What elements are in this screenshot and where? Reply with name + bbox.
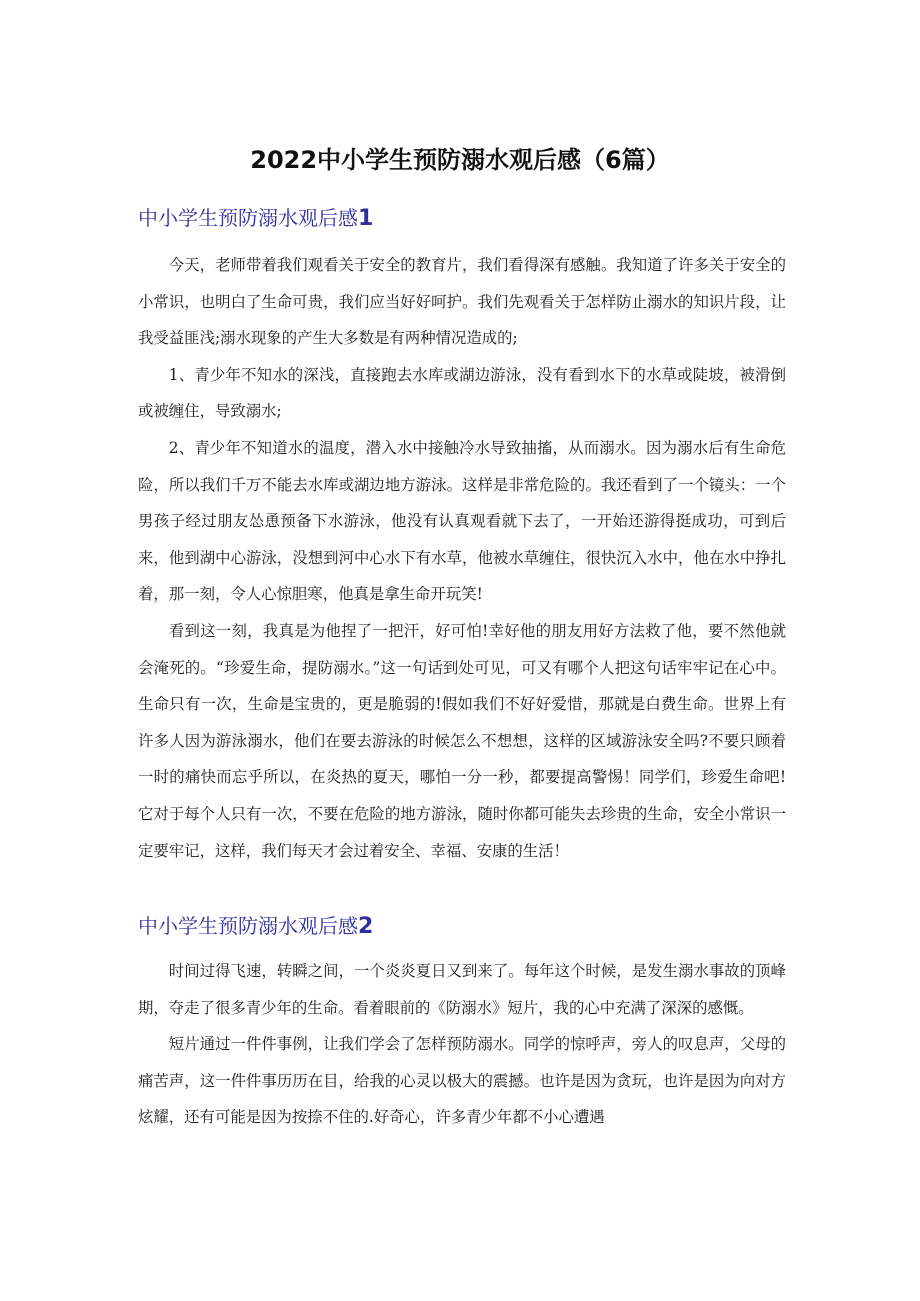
paragraph: 1、青少年不知水的深浅，直接跑去水库或湖边游泳，没有看到水下的水草或陡坡，被滑倒或被缠住，导致溺水; bbox=[138, 365, 786, 421]
essay-section-1 bbox=[138, 202, 786, 869]
paragraph: 短片通过一件件事例，让我们学会了怎样预防溺水。同学的惊呼声，旁人的叹息声，父母的痛苦声，这一件件事历历在目，给我的心灵以极大的震撼。也许是因为贪玩，也许是因为向对方炫耀，还有可能是因为按捺不住的.好奇心，许多青少年都不小心遭遇 bbox=[138, 1035, 786, 1127]
paragraph: 时间过得飞速，转瞬之间，一个炎炎夏日又到来了。每年这个时候，是发生溺水事故的顶峰期，夺走了很多青少年的生命。看着眼前的《防溺水》短片，我的心中充满了深深的感慨。 bbox=[138, 962, 786, 1017]
essay-section-2 bbox=[138, 910, 786, 1136]
section-heading-text: 中小学生预防溺水观后感 bbox=[138, 914, 358, 938]
paragraph: 2、青少年不知道水的温度，潜入水中接触冷水导致抽搐，从而溺水。因为溺水后有生命危险，所以我们千万不能去水库或湖边地方游泳。这样是非常危险的。我还看到了一个镜头：一个男孩子经过朋友怂恿预备下水游泳，他没有认真观看就下去了，一开始还游得挺成功，可到后来，他到湖中心游泳，没想到河中心水下有水草，他被水草缠住，很快沉入水中，他在水中挣扎着，那一刻，令人心惊胆寒，他真是拿生命开玩笑! bbox=[138, 438, 786, 604]
section-heading bbox=[138, 910, 786, 943]
section-heading-number: 2 bbox=[358, 914, 374, 939]
section-heading-number: 1 bbox=[358, 206, 374, 231]
paragraph: 看到这一刻，我真是为他捏了一把汗，好可怕!幸好他的朋友用好方法救了他，要不然他就会淹死的。“珍爱生命，提防溺水。”这一句话到处可见，可又有哪个人把这句话牢牢记在心中。生命只有一次，生命是宝贵的，更是脆弱的!假如我们不好好爱惜，那就是白费生命。世界上有许多人因为游泳溺水，他们在要去游泳的时候怎么不想想，这样的区域游泳安全吗?不要只顾着一时的痛快而忘乎所以，在炎热的夏天，哪怕一分一秒，都要提高警惕！同学们，珍爱生命吧!它对于每个人只有一次，不要在危险的地方游泳，随时你都可能失去珍贵的生命，安全小常识一定要牢记，这样，我们每天才会过着安全、幸福、安康的生活！ bbox=[138, 621, 786, 860]
paragraph: 今天，老师带着我们观看关于安全的教育片，我们看得深有感触。我知道了许多关于安全的小常识，也明白了生命可贵，我们应当好好呵护。我们先观看关于怎样防止溺水的知识片段，让我受益匪浅;溺水现象的产生大多数是有两种情况造成的; bbox=[138, 256, 786, 348]
document-title: 2022中小学生预防溺水观后感（6篇） bbox=[250, 146, 670, 174]
section-heading bbox=[138, 202, 786, 235]
section-heading-text: 中小学生预防溺水观后感 bbox=[138, 206, 358, 230]
section-body bbox=[138, 247, 786, 869]
section-body bbox=[138, 953, 786, 1136]
